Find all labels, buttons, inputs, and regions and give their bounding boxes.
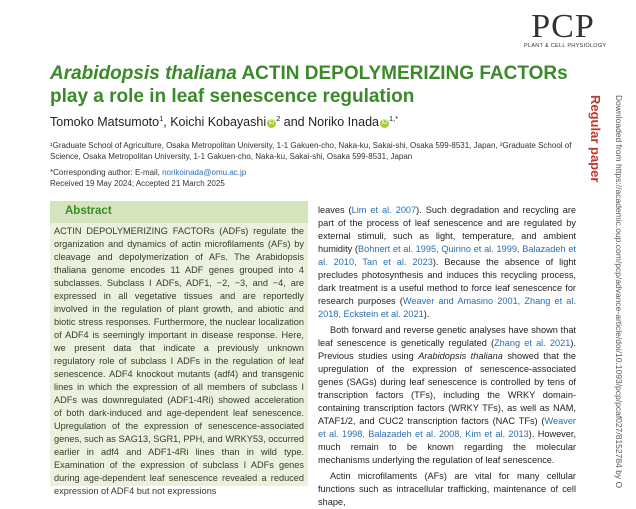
body-text: ). <box>423 309 430 319</box>
body-paragraph <box>318 324 576 467</box>
received-dates: Received 19 May 2024; Accepted 21 March 2025 <box>50 179 225 188</box>
body-text: ). However, much remain to be known regarding the molecular mechanisms underlying the regulation of leaf senescence. <box>318 429 576 465</box>
author-affiliation-mark: 1,* <box>388 114 399 123</box>
orcid-icon[interactable]: iD <box>381 120 388 127</box>
article-title <box>50 62 570 108</box>
corresponding-label: *Corresponding author: E-mail, <box>50 168 163 177</box>
author-affiliation-mark: 2 <box>276 114 281 123</box>
body-text: ). Because the absence of light precludes photosynthesis and induces this recycling process, dark treatment is a useful method to force leaf senescence for research purposes ( <box>318 257 576 306</box>
email-link[interactable]: norikoinada@omu.ac.jp <box>162 168 247 177</box>
abstract-heading: Abstract <box>65 205 112 217</box>
citation-link[interactable]: Lim et al. 2007 <box>351 205 417 215</box>
author-name[interactable]: Noriko Inada <box>308 115 379 130</box>
body-text: Both forward and reverse genetic analyses have shown that leaf senescence is genetically regulated ( <box>318 325 576 348</box>
journal-logo <box>524 8 607 49</box>
orcid-icon[interactable]: iD <box>268 120 275 127</box>
citation-link[interactable]: Weaver and Amasino 2001, Zhang et al. 2018, Eckstein et al. 2021 <box>318 296 576 319</box>
download-notice: Downloaded from https://academic.oup.com/pcp/advance-article/doi/10.1093/pcp/pcaf027/8152784 by O <box>614 95 624 489</box>
body-text: ). Previous studies using <box>318 338 576 361</box>
abstract-text: ACTIN DEPOLYMERIZING FACTORs (ADFs) regulate the organization and dynamics of actin microfilaments (AFs) by cleavage and depolymerization of AFs. The Arabidopsis thaliana genome encodes 11 ADF genes grouped into 4 subclasses. Subclass I ADFs, ADF1, −2, −3, and −4, are expressed in all vegetative tissues and are reportedly involved in the regulation of plant growth, and abiotic and biotic stress responses. Furthermore, the nuclear localization of ADF4 is seemingly important in disease response. Here, we present data that indicate a previously unknown regulatory role of subclass I ADFs in the regulation of leaf senescence. ADF4 knockout mutants (adf4) and transgenic lines in which the expression of all members of subclass I ADFs was downregulated (ADF1-4Ri) showed acceleration of both dark-induced and age-dependent leaf senescence. Upregulation of the expression of senescence-associated genes, such as SAG13, SGR1, PPH, and WRKY53, occurred earlier in adf4 and ADF1-4Ri lines than in wild type. Examination of the expression of subclass I ADFs genes during age-dependent leaf senescence revealed a reduced expression of ADF4 but not expressions <box>54 226 304 496</box>
body-paragraph <box>318 204 576 321</box>
author-list: Tomoko Matsumoto$^1$, Koichi Kobayashi $iD^2$ and Noriko Inada $iD^{1,*}$ <box>50 114 399 130</box>
citation-link[interactable]: Weaver et al. 1998, Balazadeh et al. 2008, Kim et al. 2013 <box>318 416 576 439</box>
citation-link[interactable]: Bohnert et al. 1995, Quirino et al. 1999, Balazadeh et al. 2010, Tan et al. 2023 <box>318 244 576 267</box>
corresponding-author <box>50 167 590 178</box>
body-text: leaves ( <box>318 205 352 215</box>
journal-logo-text: PCP <box>531 8 595 45</box>
abstract-box <box>50 201 308 496</box>
species-name: Arabidopsis thaliana <box>418 351 503 361</box>
author-affiliation-mark: 1 <box>159 114 164 123</box>
right-sidebar <box>578 95 636 489</box>
abstract-header <box>50 201 308 223</box>
title-rest: ACTIN DEPOLYMERIZING FACTORs play a role in leaf senescence regulation <box>50 63 568 107</box>
body-column <box>318 204 576 509</box>
body-text: ). Such degradation and recycling are part of the process of leaf senescence and are regulated by external stimuli, such as light, temperature, and ambient humidity ( <box>318 205 576 254</box>
body-paragraph: Actin microfilaments (AFs) are vital for many cellular functions such as intracellular trafficking, maintenance of cell shape, <box>318 471 576 507</box>
author-name[interactable]: Koichi Kobayashi <box>170 115 267 130</box>
title-species: Arabidopsis thaliana <box>50 63 237 84</box>
affiliations: ¹Graduate School of Agriculture, Osaka Metropolitan University, 1-1 Gakuen-cho, Naka-ku, Sakai-shi, Osaka 599-8531, Japan, ²Graduate School of Science, Osaka Metropolitan University, 1-1 Gakuen-cho, Naka-ku, Sakai-shi, Osaka 599-8531, Japan <box>50 141 572 161</box>
affiliations-block <box>50 140 590 189</box>
journal-subtitle: PLANT & CELL PHYSIOLOGY <box>524 43 607 49</box>
citation-link[interactable]: Zhang et al. 2021 <box>494 338 571 348</box>
body-text: showed that the upregulation of the expression of senescence-associated genes (SAGs) during leaf senescence is controlled by tens of transcription factors (TFs), including the WRKY domain-containing transcription factors (WRKY TFs), as well as NAM, ATAF1/2, and CUC2 transcription factors (NAC TFs) ( <box>318 351 576 426</box>
author-name[interactable]: Tomoko Matsumoto <box>50 115 160 130</box>
article-type-label: Regular paper <box>588 95 603 183</box>
